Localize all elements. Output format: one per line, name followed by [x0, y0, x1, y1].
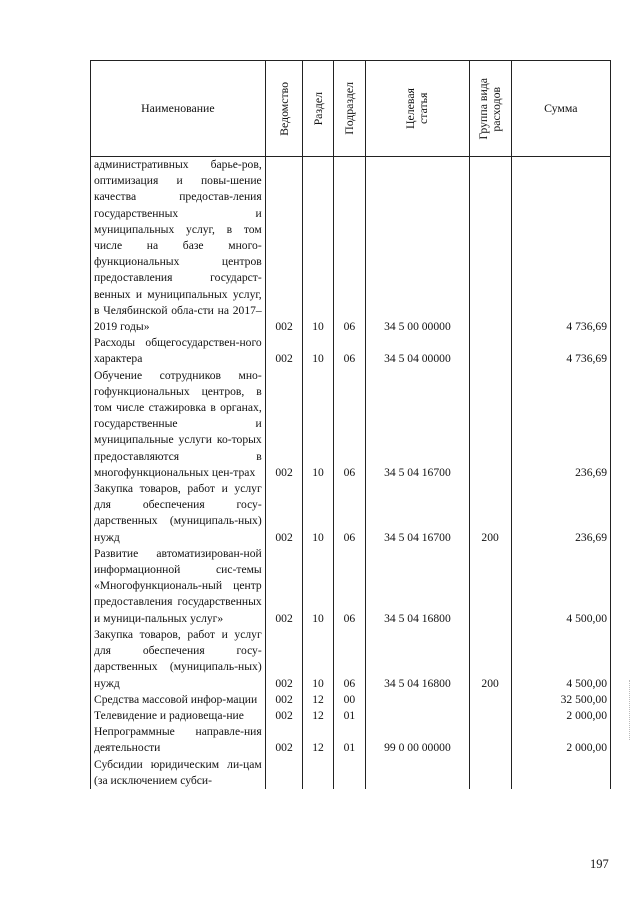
row-subsection	[333, 757, 365, 789]
row-target-article: 34 5 04 16700	[366, 481, 470, 546]
row-expense-group	[469, 157, 511, 336]
row-expense-group	[469, 368, 511, 481]
table-row	[91, 157, 611, 336]
header-expense-group-text	[477, 78, 503, 140]
row-section: 10	[303, 335, 333, 367]
row-target-article	[366, 708, 470, 724]
header-target-article	[366, 61, 470, 157]
row-name: Расходы общегосударствен-ного характера	[91, 335, 266, 367]
row-name: административных барье-ров, оптимизация и повы-шение качества предостав-ления государственных и муниципальных услуг, в том числе на базе много-функциональных центров предоставления государст-венных и муниципальных услуг, в Челябинской обла-сти на 2017–2019 годы»	[91, 157, 266, 336]
row-section	[303, 757, 333, 789]
row-name: Закупка товаров, работ и услуг для обеспечения госу-дарственных (муниципаль-ных) нужд	[91, 627, 266, 692]
row-target-article: 99 0 00 00000	[366, 724, 470, 756]
row-subsection: 01	[333, 724, 365, 756]
row-expense-group	[469, 724, 511, 756]
table-row	[91, 368, 611, 481]
row-expense-group	[469, 708, 511, 724]
row-amount: 4 500,00	[511, 627, 610, 692]
row-department: 002	[265, 481, 303, 546]
row-section: 10	[303, 368, 333, 481]
row-department: 002	[265, 724, 303, 756]
row-department: 002	[265, 157, 303, 336]
row-section: 10	[303, 481, 333, 546]
row-amount: 2 000,00	[511, 708, 610, 724]
row-name: Средства массовой инфор-мации	[91, 692, 266, 708]
row-amount: 2 000,00	[511, 724, 610, 756]
table-row	[91, 708, 611, 724]
header-target-article-line2: статья	[416, 92, 431, 125]
row-name: Субсидии юридическим ли-цам (за исключением субси-	[91, 757, 266, 789]
row-section: 10	[303, 157, 333, 336]
header-amount-text: Сумма	[544, 101, 578, 115]
row-name: Развитие автоматизирован-ной информационной сис-темы «Многофункциональ-ный центр предоставления государственных и муници-пальных услуг»	[91, 546, 266, 627]
row-section: 10	[303, 546, 333, 627]
row-subsection: 00	[333, 692, 365, 708]
table-row	[91, 335, 611, 367]
header-target-article-line1: Целевая	[403, 88, 418, 129]
row-target-article: 34 5 04 00000	[366, 335, 470, 367]
row-department: 002	[265, 368, 303, 481]
row-expense-group	[469, 335, 511, 367]
row-section: 12	[303, 724, 333, 756]
row-name: Непрограммные направле-ния деятельности	[91, 724, 266, 756]
row-section: 12	[303, 692, 333, 708]
row-name: Закупка товаров, работ и услуг для обеспечения госу-дарственных (муниципаль-ных) нужд	[91, 481, 266, 546]
row-amount: 4 736,69	[511, 335, 610, 367]
table-row	[91, 627, 611, 692]
row-expense-group: 200	[469, 627, 511, 692]
row-expense-group	[469, 546, 511, 627]
header-subsection-text: Подраздел	[341, 82, 356, 135]
row-target-article: 34 5 04 16800	[366, 546, 470, 627]
row-name: Телевидение и радиовеща-ние	[91, 708, 266, 724]
margin-mark	[629, 680, 631, 740]
header-expense-group	[469, 61, 511, 157]
row-subsection: 06	[333, 157, 365, 336]
row-subsection: 01	[333, 708, 365, 724]
row-department: 002	[265, 708, 303, 724]
row-name: Обучение сотрудников мно-гофункциональных центров, в том числе стажировка в органах, государственные и муниципальные услуги ко-торых предоставляются в многофункциональных цен-трах	[91, 368, 266, 481]
header-expense-group-line1: Группа вида	[476, 77, 491, 140]
row-target-article	[366, 757, 470, 789]
row-subsection: 06	[333, 481, 365, 546]
header-name	[91, 61, 266, 157]
table-row	[91, 481, 611, 546]
row-amount: 236,69	[511, 481, 610, 546]
row-target-article	[366, 692, 470, 708]
row-department: 002	[265, 546, 303, 627]
row-expense-group: 200	[469, 481, 511, 546]
table-row	[91, 757, 611, 789]
row-target-article: 34 5 00 00000	[366, 157, 470, 336]
row-subsection: 06	[333, 335, 365, 367]
table-row	[91, 692, 611, 708]
row-department: 002	[265, 627, 303, 692]
table-header	[91, 61, 611, 157]
row-target-article: 34 5 04 16700	[366, 368, 470, 481]
row-amount: 4 736,69	[511, 157, 610, 336]
row-section: 12	[303, 708, 333, 724]
header-department	[265, 61, 303, 157]
row-department: 002	[265, 692, 303, 708]
page-number: 197	[590, 857, 609, 871]
row-department	[265, 757, 303, 789]
row-target-article: 34 5 04 16800	[366, 627, 470, 692]
row-department: 002	[265, 335, 303, 367]
row-amount	[511, 757, 610, 789]
row-subsection: 06	[333, 627, 365, 692]
table-row	[91, 724, 611, 756]
row-amount: 32 500,00	[511, 692, 610, 708]
row-subsection: 06	[333, 368, 365, 481]
table-row	[91, 546, 611, 627]
header-section	[303, 61, 333, 157]
header-amount	[511, 61, 610, 157]
header-section-text: Раздел	[310, 91, 325, 126]
row-expense-group	[469, 757, 511, 789]
header-name-text: Наименование	[141, 101, 215, 115]
header-subsection	[333, 61, 365, 157]
row-amount: 236,69	[511, 368, 610, 481]
row-subsection: 06	[333, 546, 365, 627]
header-department-text: Ведомство	[276, 81, 291, 136]
row-section: 10	[303, 627, 333, 692]
row-amount: 4 500,00	[511, 546, 610, 627]
row-expense-group	[469, 692, 511, 708]
header-expense-group-line2: расходов	[489, 86, 504, 131]
budget-table	[90, 60, 611, 789]
header-target-article-text	[404, 88, 430, 129]
table-body	[91, 157, 611, 789]
